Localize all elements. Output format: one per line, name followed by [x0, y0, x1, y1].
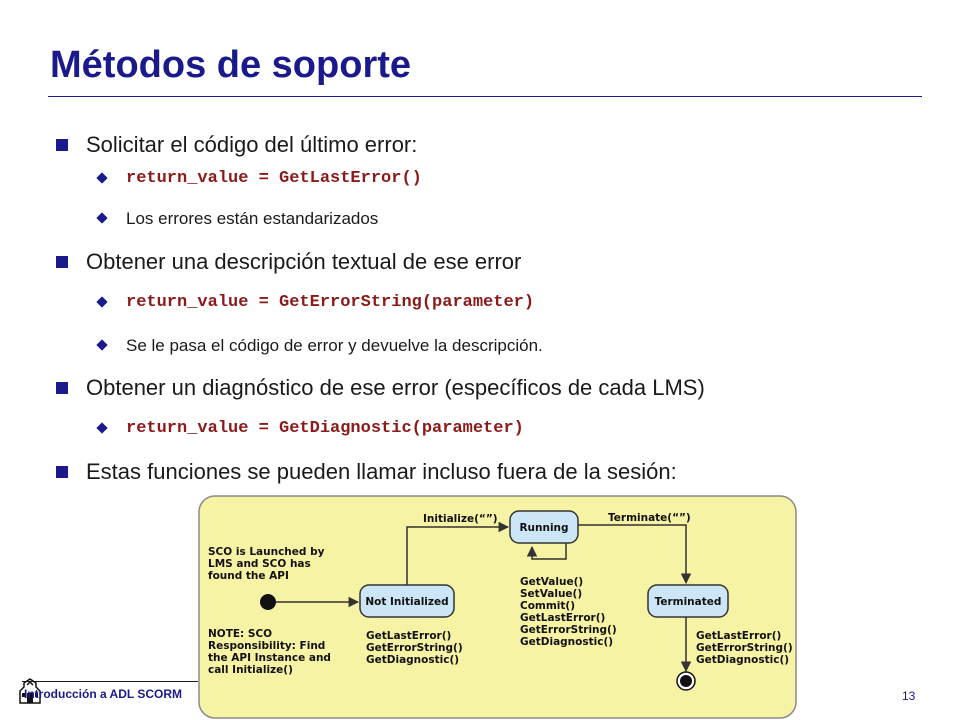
square-bullet-icon: [56, 382, 68, 394]
method-name: GetDiagnostic(): [696, 654, 790, 666]
not-initialized-methods: [366, 630, 466, 666]
square-bullet-icon: [56, 256, 68, 268]
method-name: GetLastError(): [696, 630, 782, 642]
sub-bullet-text: Los errores están estandarizados: [126, 209, 379, 228]
sub-bullet-text: Se le pasa el código de error y devuelve la descripción.: [126, 336, 543, 355]
diamond-bullet-icon: [96, 422, 107, 433]
bullet-text: Obtener un diagnóstico de ese error (específicos de cada LMS): [86, 375, 705, 400]
diamond-bullet-icon: [96, 172, 107, 183]
final-state-inner: [680, 675, 692, 687]
responsibility-note-line: NOTE: SCO: [208, 628, 273, 640]
bullet-text: Obtener una descripción textual de ese error: [86, 249, 522, 274]
initial-state-node: [260, 594, 276, 610]
method-name: GetErrorString(): [520, 624, 617, 636]
bullet-text: Estas funciones se pueden llamar incluso fuera de la sesión:: [86, 459, 677, 484]
footer-divider: [22, 681, 198, 682]
state-not-initialized-label: Not Initialized: [365, 596, 449, 608]
code-snippet: return_value = GetDiagnostic(parameter): [126, 419, 524, 438]
diamond-bullet-icon: [96, 212, 107, 223]
state-terminated-label: Terminated: [654, 596, 722, 608]
code-snippet: return_value = GetErrorString(parameter): [126, 293, 535, 312]
method-name: SetValue(): [520, 588, 583, 600]
method-name: GetDiagnostic(): [366, 654, 460, 666]
method-name: Commit(): [520, 600, 576, 612]
method-name: GetErrorString(): [366, 642, 463, 654]
launch-note-line: found the API: [208, 570, 289, 582]
footer-course-title: Introducción a ADL SCORM: [24, 687, 183, 701]
method-name: GetErrorString(): [696, 642, 793, 654]
launch-note-line: LMS and SCO has: [208, 558, 311, 570]
scorm-state-diagram: [198, 495, 798, 720]
diamond-bullet-icon: [96, 339, 107, 350]
square-bullet-icon: [56, 139, 68, 151]
square-bullet-icon: [56, 466, 68, 478]
method-name: GetValue(): [520, 576, 584, 588]
responsibility-note-line: call Initialize(): [208, 664, 293, 676]
state-running-label: Running: [519, 522, 569, 534]
method-name: GetDiagnostic(): [520, 636, 614, 648]
slide-title: Métodos de soporte: [50, 44, 412, 86]
method-name: GetLastError(): [366, 630, 452, 642]
responsibility-note-line: the API Instance and: [208, 652, 331, 664]
initialize-transition-label: Initialize(“”): [423, 513, 498, 525]
code-snippet: return_value = GetLastError(): [126, 169, 422, 188]
terminated-methods: [696, 630, 796, 666]
method-name: GetLastError(): [520, 612, 606, 624]
diamond-bullet-icon: [96, 296, 107, 307]
launch-note-line: SCO is Launched by: [208, 546, 325, 558]
bullet-text: Solicitar el código del último error:: [86, 132, 418, 157]
terminate-transition-label: Terminate(“”): [608, 512, 691, 524]
responsibility-note-line: Responsibility: Find: [208, 640, 326, 652]
page-number: 13: [902, 689, 916, 703]
